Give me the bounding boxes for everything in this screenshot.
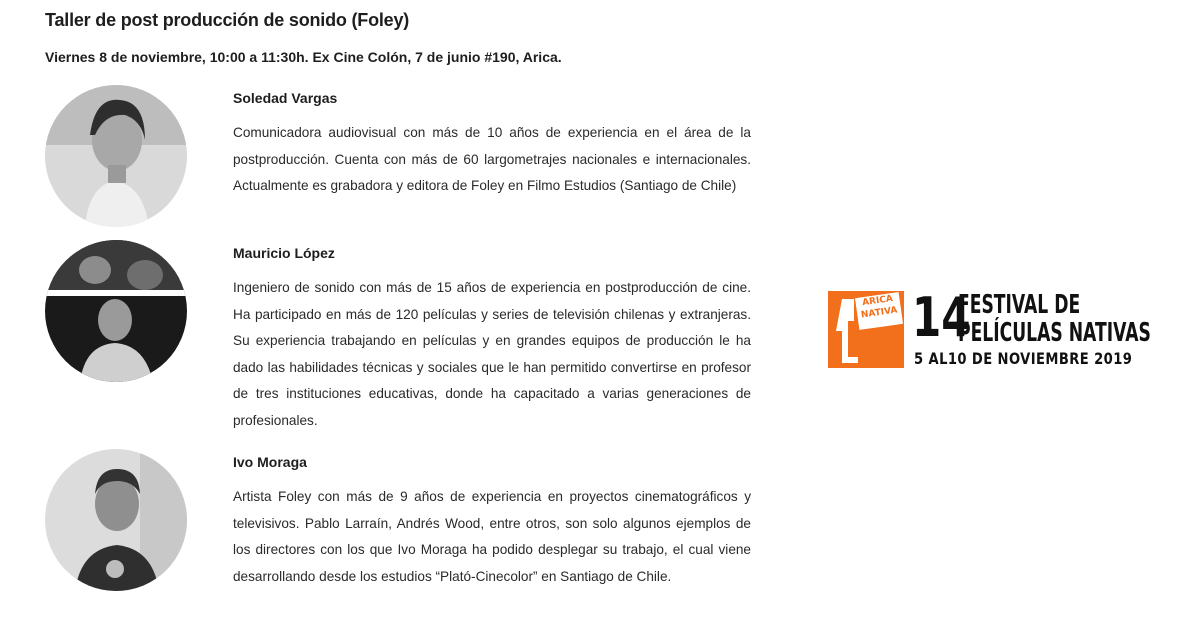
avatar-mauricio-lopez: [45, 240, 187, 382]
event-details: Viernes 8 de noviembre, 10:00 a 11:30h. Ex Cine Colón, 7 de junio #190, Arica.: [45, 49, 562, 65]
person-bio: Artista Foley con más de 9 años de experiencia en proyectos cinematográficos y televisivos. Pablo Larraín, Andrés Wood, entre otros, son solo algunos ejemplos de los directores con los que Ivo Moraga ha podido desplegar su trabajo, el cual viene desarrollando desde los estudios “Plató-Cinecolor” en Santiago de Chile.: [233, 489, 751, 584]
avatar-ivo-moraga: [45, 449, 187, 591]
page-title: Taller de post producción de sonido (Foley): [45, 10, 410, 30]
person-name: Ivo Moraga: [233, 454, 307, 470]
person-name: Soledad Vargas: [233, 90, 338, 106]
logo-tag-line1: ARICA: [861, 294, 894, 309]
festival-name-line1: FESTIVAL DE: [958, 290, 1081, 320]
person-name: Mauricio López: [233, 245, 335, 261]
festival-logo: [826, 286, 1151, 370]
figure-icon: [828, 291, 904, 368]
festival-edition-number: 14: [912, 286, 971, 349]
avatar-soledad-vargas: [45, 85, 187, 227]
logo-tag-line2: NATIVA: [860, 305, 899, 321]
festival-dates: 5 AL10 DE NOVIEMBRE 2019: [914, 349, 1133, 368]
person-bio: Ingeniero de sonido con más de 15 años de experiencia en postproducción de cine. Ha participado en más de 120 películas y series de televisión chilenas y extranjeras. Su experiencia trabajando en películas y en grandes equipos de producción le ha dado las habilidades técnicas y sociales que le han permitido convertirse en profesor de tres instituciones educativas, donde ha capacitado a varias generaciones de profesionales.: [233, 280, 751, 428]
arica-nativa-logo-mark: [828, 291, 904, 368]
person-bio: Comunicadora audiovisual con más de 10 años de experiencia en el área de la postproducción. Cuenta con más de 60 largometrajes nacionales e internacionales. Actualmente es grabadora y editora de Foley en Filmo Estudios (Santiago de Chile): [233, 125, 751, 194]
festival-name-line2: PELÍCULAS NATIVAS: [958, 318, 1151, 348]
